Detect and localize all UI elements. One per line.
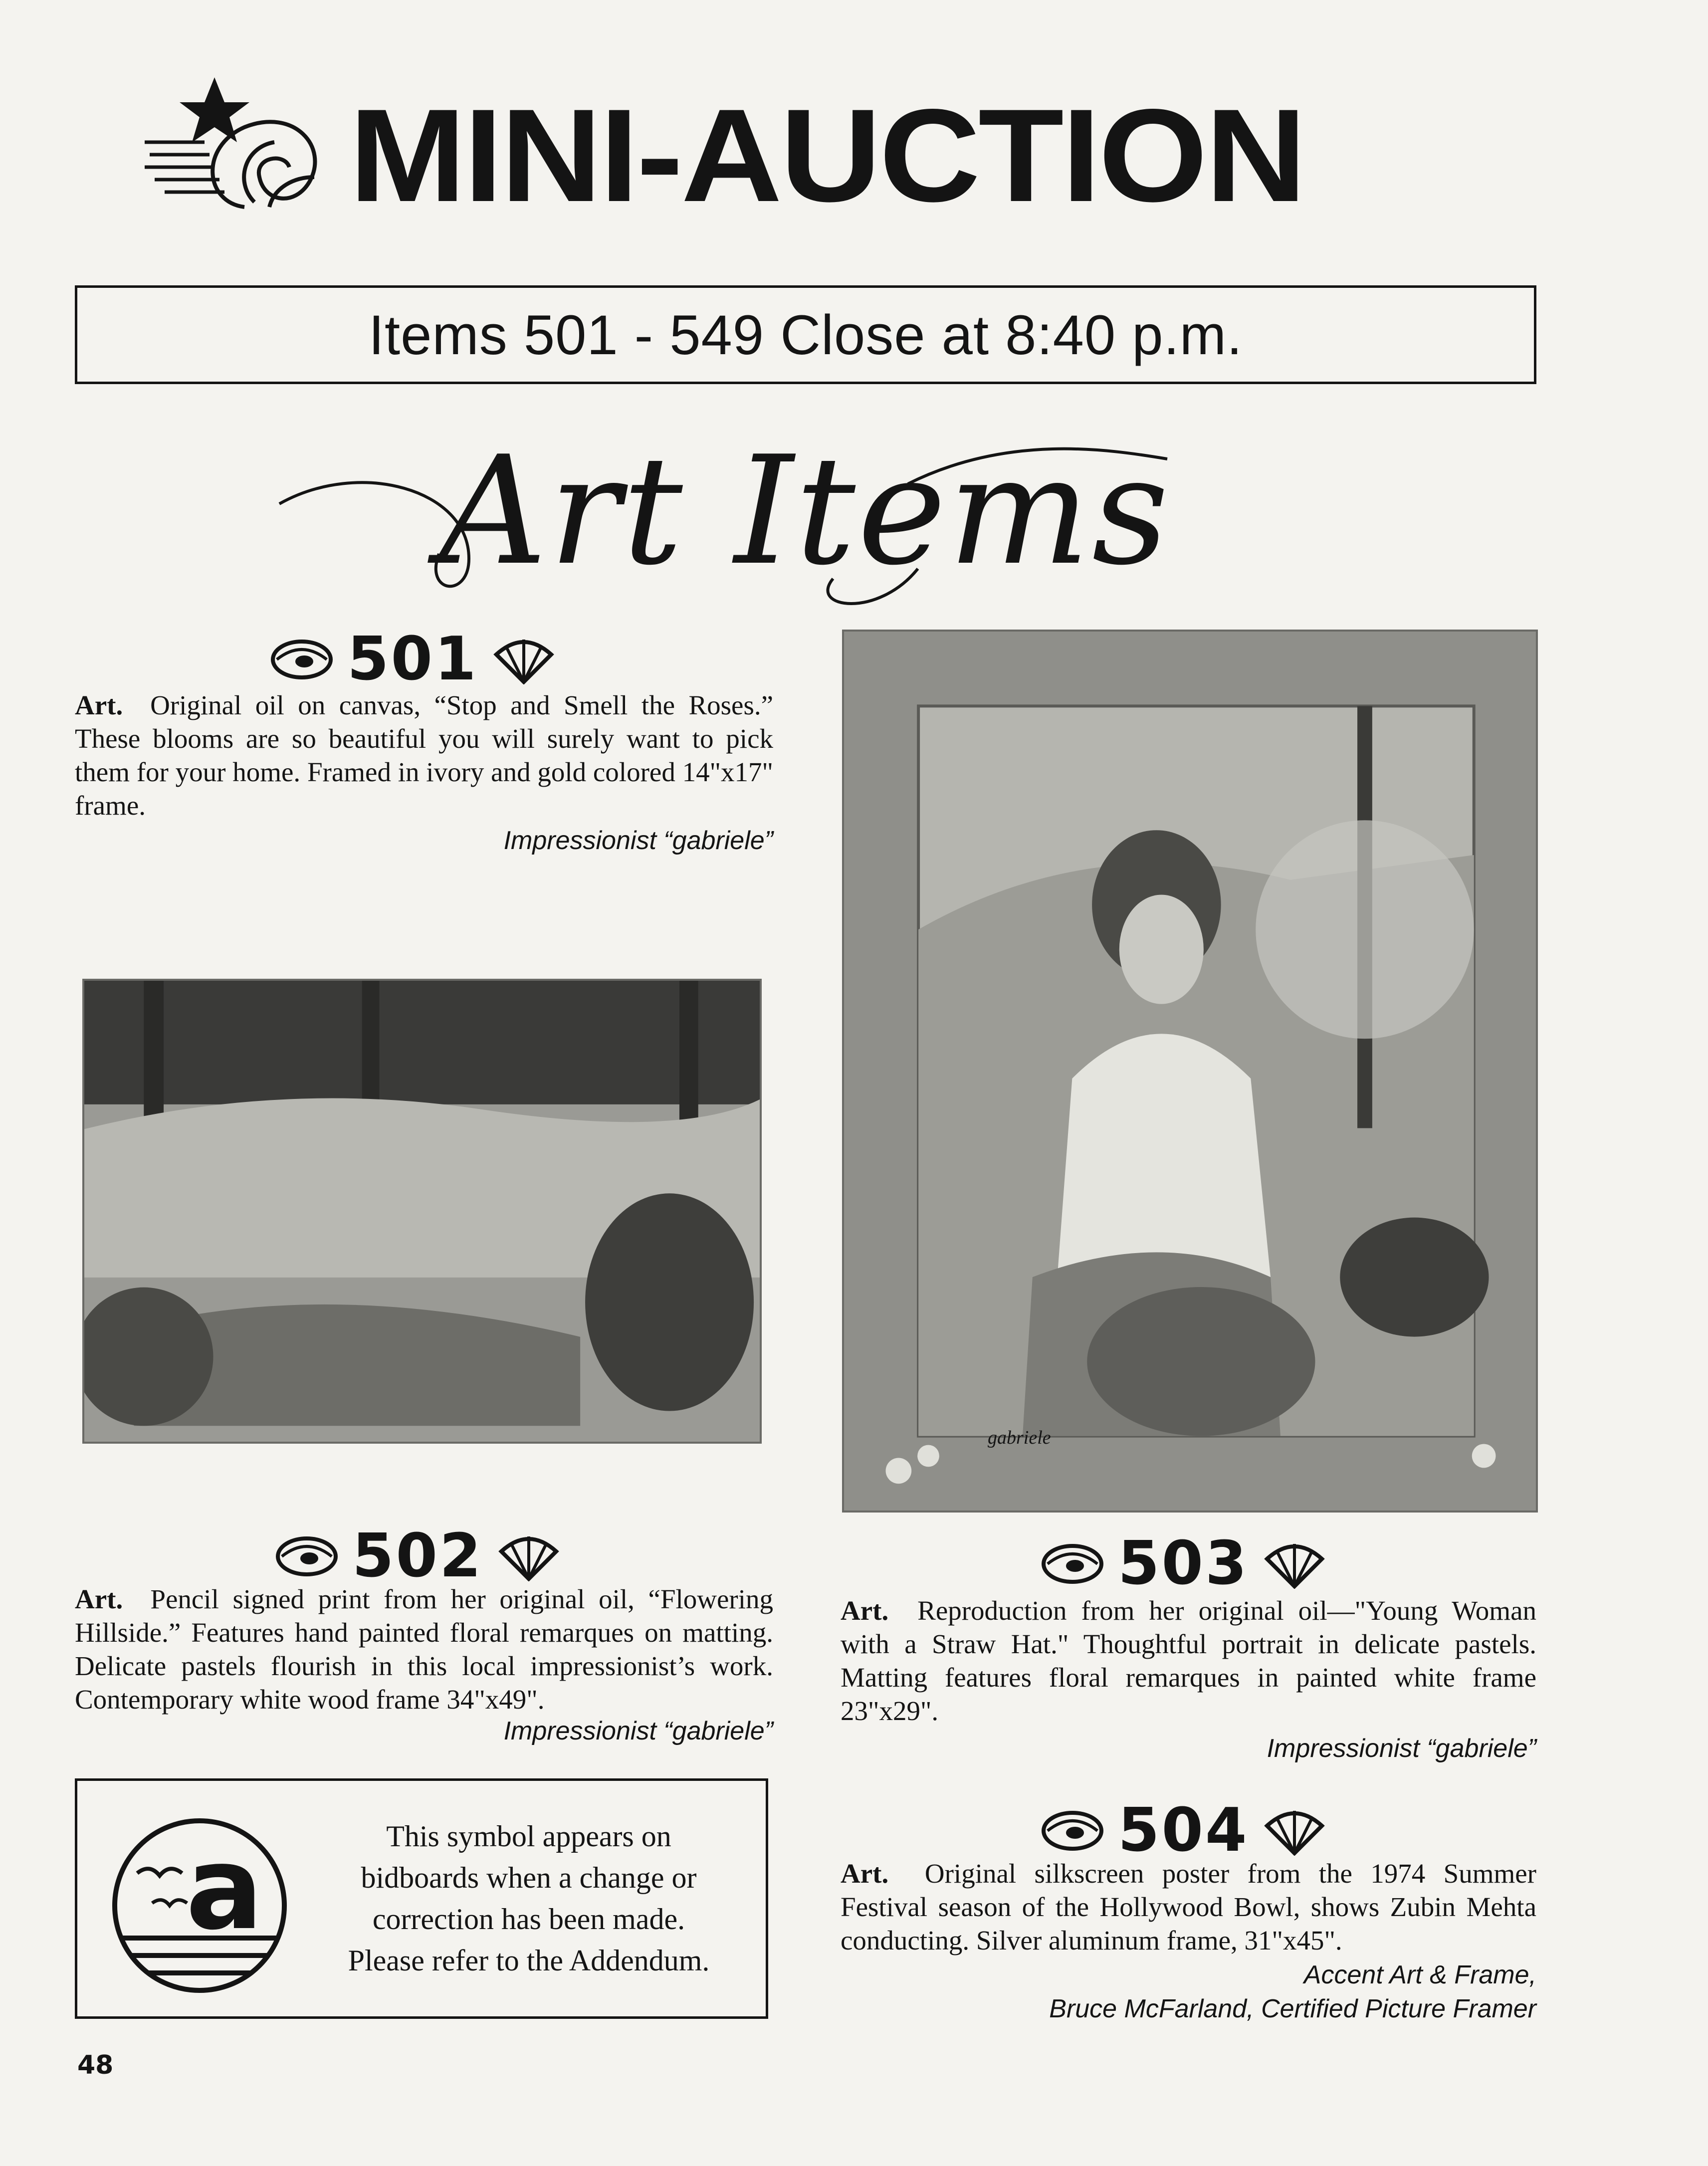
close-notice-banner bbox=[75, 285, 1536, 384]
item-501-description bbox=[75, 688, 773, 822]
item-label: Art. bbox=[75, 690, 123, 720]
item-503-credit: Impressionist “gabriele” bbox=[1267, 1734, 1536, 1763]
page-title: MINI-AUCTION bbox=[349, 82, 1305, 229]
clam-shell-icon bbox=[1040, 1539, 1105, 1589]
painting-young-woman-straw-hat bbox=[842, 630, 1538, 1513]
item-503-header bbox=[1040, 1529, 1327, 1598]
addendum-symbol-letter: a bbox=[186, 1822, 263, 1955]
addendum-symbol-icon bbox=[107, 1813, 292, 1998]
item-501-credit: Impressionist “gabriele” bbox=[503, 826, 773, 855]
item-number: 504 bbox=[1118, 1796, 1249, 1865]
notice-line: Please refer to the Addendum. bbox=[348, 1944, 710, 1977]
scallop-shell-icon bbox=[491, 635, 556, 684]
credit-line: Accent Art & Frame, bbox=[1303, 1960, 1536, 1989]
item-text: Pencil signed print from her original oil, “Flowering Hillside.” Features hand painted floral remarques on matting. Delicate pastels flourish in this local impressionist’s work. Contemporary white wood frame 34"x49". bbox=[75, 1584, 773, 1715]
clam-shell-icon bbox=[1040, 1806, 1105, 1856]
item-label: Art. bbox=[75, 1584, 123, 1614]
clam-shell-icon bbox=[274, 1531, 339, 1581]
credit-line: Bruce McFarland, Certified Picture Framer bbox=[1049, 1994, 1536, 2023]
section-title: Art Items bbox=[439, 424, 1171, 598]
item-text: Original oil on canvas, “Stop and Smell the Roses.” These blooms are so beautiful you will surely want to pick them for your home. Framed in ivory and gold colored 14"x17" frame. bbox=[75, 690, 774, 821]
close-notice-text: Items 501 - 549 Close at 8:40 p.m. bbox=[368, 303, 1243, 366]
scallop-shell-icon bbox=[496, 1531, 561, 1581]
notice-line: correction has been made. bbox=[372, 1903, 685, 1936]
item-502-header bbox=[274, 1521, 561, 1591]
item-504-description bbox=[841, 1857, 1536, 1957]
item-number: 503 bbox=[1118, 1529, 1249, 1598]
item-text: Original silkscreen poster from the 1974 Summer Festival season of the Hollywood Bowl, shows Zubin Mehta conducting. Silver aluminum frame, 31"x45". bbox=[841, 1858, 1536, 1955]
clam-shell-icon bbox=[269, 635, 334, 684]
scallop-shell-icon bbox=[1262, 1806, 1327, 1856]
notice-line: bidboards when a change or bbox=[361, 1861, 697, 1894]
item-number: 501 bbox=[347, 625, 478, 694]
page-number: 48 bbox=[77, 2050, 114, 2080]
item-503-description bbox=[841, 1594, 1536, 1728]
item-number: 502 bbox=[352, 1521, 483, 1591]
item-502-description bbox=[75, 1582, 773, 1716]
painting-signature: gabriele bbox=[988, 1427, 1051, 1448]
item-502-credit: Impressionist “gabriele” bbox=[503, 1717, 773, 1745]
addendum-notice-text bbox=[304, 1816, 753, 1981]
item-label: Art. bbox=[841, 1595, 889, 1626]
item-text: Reproduction from her original oil—"Young Woman with a Straw Hat." Thoughtful portrait in delicate pastels. Matting features floral remarques in painted white frame 23"x29". bbox=[841, 1595, 1536, 1726]
shell-logo-icon bbox=[145, 67, 334, 217]
scallop-shell-icon bbox=[1262, 1539, 1327, 1589]
item-504-header bbox=[1040, 1796, 1327, 1865]
item-501-header bbox=[269, 625, 556, 694]
painting-flowering-hillside bbox=[82, 979, 762, 1444]
notice-line: This symbol appears on bbox=[386, 1820, 671, 1853]
item-label: Art. bbox=[841, 1858, 889, 1889]
item-504-credit bbox=[841, 1958, 1536, 2026]
